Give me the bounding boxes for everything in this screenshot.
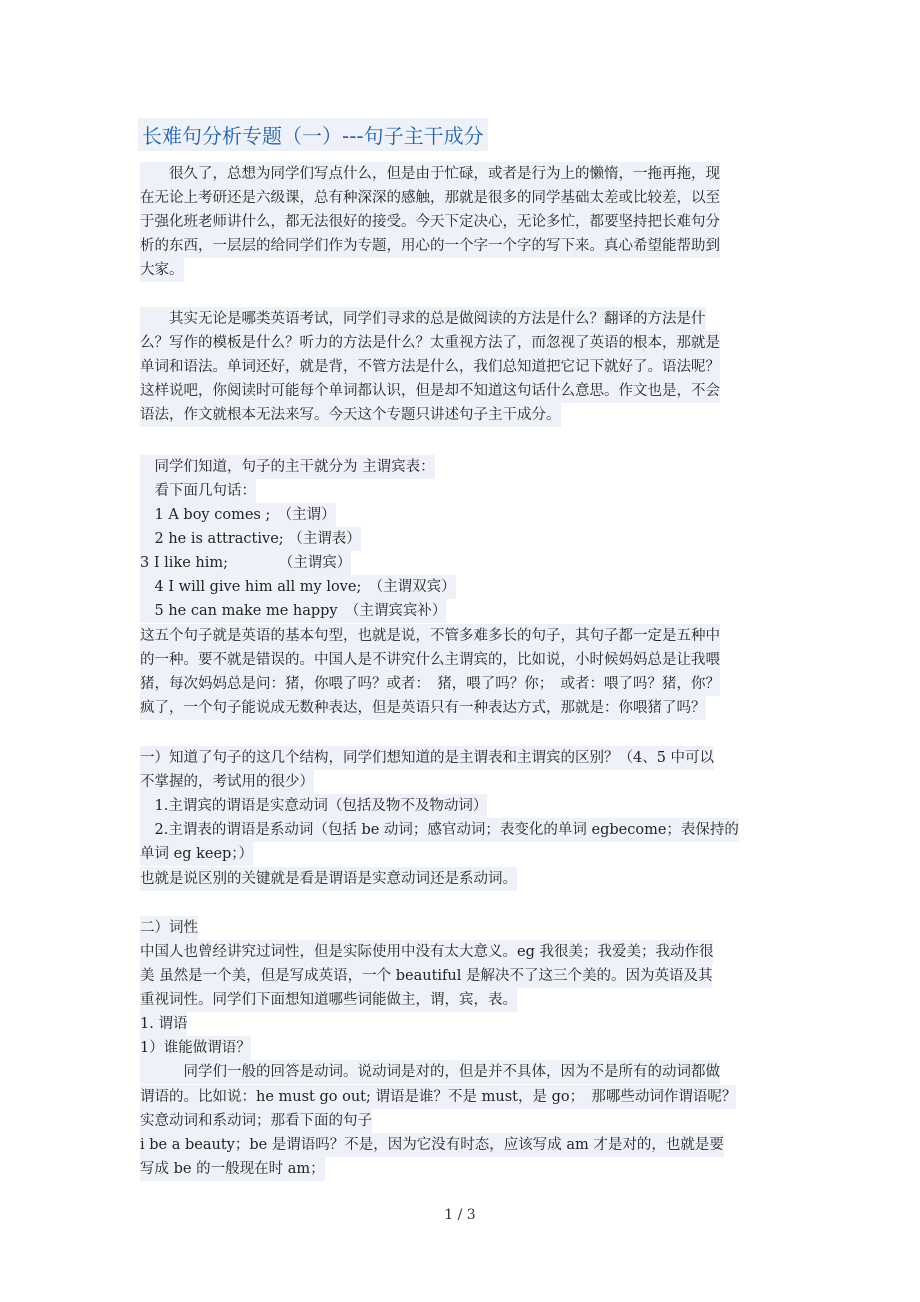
intro-line: 同学们知道，句子的主干就分为 主谓宾表： (140, 455, 435, 479)
document-title: 长难句分析专题（一）---句子主干成分 (138, 118, 488, 151)
paragraph-1-line: 于强化班老师讲什么，都无法很好的接受。今天下定决心，无论多忙，都要坚持把长难句分 (140, 210, 720, 234)
paragraph-2-line: 语法，作文就根本无法来写。今天这个专题只讲述句子主干成分。 (140, 403, 561, 427)
section-1-line: 2.主谓表的谓语是系动词（包括 be 动词；感官动词；表变化的单词 egbecome；表保持的 (140, 818, 739, 842)
section-1-line: 单词 eg keep；） (140, 842, 253, 866)
paragraph-2-line: 其实无论是哪类英语考试，同学们寻求的总是做阅读的方法是什么？翻译的方法是什 (140, 307, 706, 331)
paragraph-2-line: 么？写作的模板是什么？听力的方法是什么？太重视方法了，而忽视了英语的根本，那就是 (140, 331, 720, 355)
section-2-line: 重视词性。同学们下面想知道哪些词能做主，谓，宾，表。 (140, 988, 517, 1012)
section-1-line: 一）知道了句子的这几个结构，同学们想知道的是主谓表和主谓宾的区别？（4、5 中可以 (140, 746, 714, 770)
example-sentence: 3 I like him; （主谓宾） (140, 551, 351, 575)
paragraph-3-line: 猪，每次妈妈总是问：猪，你喂了吗？或者： 猪，喂了吗？你； 或者：喂了吗？猪，你？ (140, 672, 720, 696)
section-2-line: 实意动词和系动词；那看下面的句子 (140, 1109, 372, 1133)
paragraph-3-line: 疯了，一个句子能说成无数种表达，但是英语只有一种表达方式，那就是：你喂猪了吗？ (140, 696, 706, 720)
section-2-line: 二）词性 (140, 916, 198, 940)
paragraph-1-line: 很久了，总想为同学们写点什么，但是由于忙碌，或者是行为上的懒惰，一拖再拖，现 (140, 162, 720, 186)
section-2-line: i be a beauty；be 是谓语吗？不是，因为它没有时态，应该写成 am 才是对的，也就是要 (140, 1133, 724, 1157)
paragraph-3-line: 这五个句子就是英语的基本句型，也就是说，不管多难多长的句子，其句子都一定是五种中 (140, 624, 720, 648)
page-number: 1 / 3 (444, 1207, 476, 1223)
section-2-line: 美 虽然是一个美，但是写成英语，一个 beautiful 是解决不了这三个美的。因为英语及其 (140, 964, 712, 988)
section-2-line: 谓语的。比如说：he must go out; 谓语是谁？不是 must，是 go； 那哪些动词作谓语呢？ (140, 1085, 736, 1109)
section-2-line: 中国人也曾经讲究过词性，但是实际使用中没有太大意义。eg 我很美；我爱美；我动作很 (140, 940, 713, 964)
paragraph-1-line: 析的东西，一层层的给同学们作为专题，用心的一个字一个字的写下来。真心希望能帮助到 (140, 234, 720, 258)
section-2-line: 同学们一般的回答是动词。说动词是对的，但是并不具体，因为不是所有的动词都做 (140, 1060, 720, 1084)
section-1-line: 也就是说区别的关键就是看是谓语是实意动词还是系动词。 (140, 867, 517, 891)
paragraph-2-line: 这样说吧，你阅读时可能每个单词都认识，但是却不知道这句话什么意思。作文也是，不会 (140, 379, 720, 403)
section-2-line: 写成 be 的一般现在时 am； (140, 1157, 325, 1181)
section-2-line: 1. 谓语 (140, 1012, 187, 1036)
section-1-line: 不掌握的，考试用的很少） (140, 770, 314, 794)
example-sentence: 5 he can make me happy （主谓宾宾补） (140, 599, 446, 623)
paragraph-1-line: 大家。 (140, 258, 184, 282)
example-sentence: 1 A boy comes ; （主谓） (140, 503, 336, 527)
example-sentence: 2 he is attractive; （主谓表） (140, 527, 361, 551)
intro-line: 看下面几句话： (140, 479, 256, 503)
paragraph-1-line: 在无论上考研还是六级课，总有种深深的感触，那就是很多的同学基础太差或比较差，以至 (140, 186, 720, 210)
paragraph-3-line: 的一种。要不就是错误的。中国人是不讲究什么主谓宾的，比如说，小时候妈妈总是让我喂 (140, 648, 720, 672)
section-1-line: 1.主谓宾的谓语是实意动词（包括及物不及物动词） (140, 794, 487, 818)
example-sentence: 4 I will give him all my love; （主谓双宾） (140, 575, 456, 599)
section-2-line: 1）谁能做谓语？ (140, 1036, 251, 1060)
paragraph-2-line: 单词和语法。单词还好，就是背，不管方法是什么，我们总知道把它记下就好了。语法呢？ (140, 355, 720, 379)
